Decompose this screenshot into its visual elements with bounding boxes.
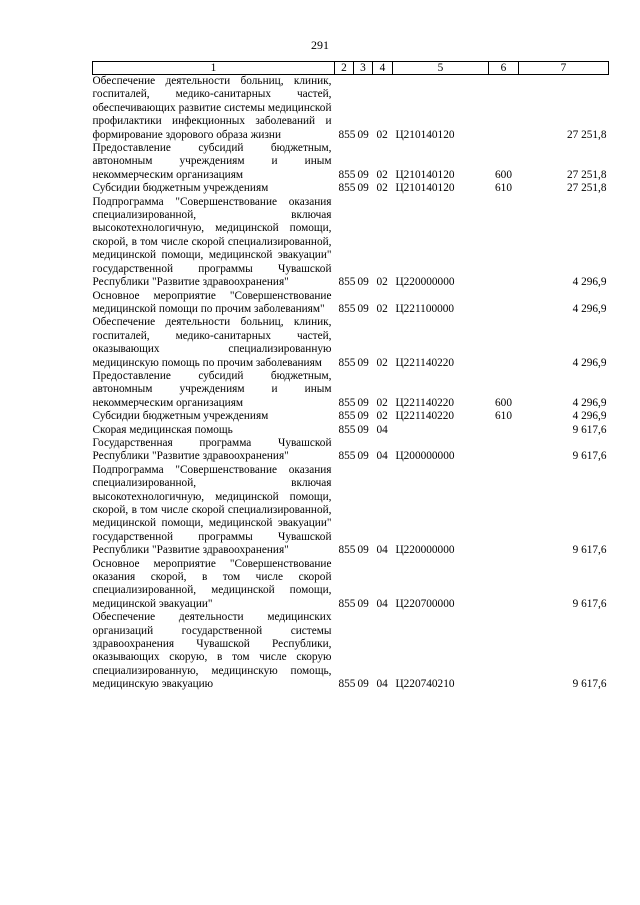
row-subsection-cell: 02	[376, 302, 388, 315]
row-expense-type-cell	[489, 464, 519, 558]
row-grbs-cell: 855	[338, 597, 356, 610]
row-name-cell: Субсидии бюджетным учреждениям	[92, 182, 269, 195]
row-subsection-cell: 04	[376, 423, 388, 436]
table-row	[93, 611, 609, 691]
row-amount-cell: 4 296,9	[572, 302, 607, 315]
row-grbs-cell: 855	[338, 396, 356, 409]
column-header: 2	[335, 62, 354, 75]
row-expense-type-cell: 600	[495, 396, 512, 409]
row-grbs-cell: 855	[338, 678, 356, 691]
row-section-cell: 09	[357, 423, 369, 436]
table-header-row	[93, 62, 609, 75]
table-row	[93, 464, 609, 558]
row-grbs-cell: 855	[338, 182, 356, 195]
row-grbs-cell: 855	[338, 410, 356, 423]
row-subsection-cell: 02	[376, 128, 388, 141]
row-target-article-cell: Ц221140220	[395, 396, 455, 409]
row-section-cell: 09	[357, 356, 369, 369]
row-amount-cell: 27 251,8	[566, 128, 607, 141]
column-header: 4	[373, 62, 393, 75]
row-subsection-cell: 02	[376, 168, 388, 181]
table-row	[93, 182, 609, 195]
row-name-cell: Обеспечение деятельности медицинских организаций государственной системы здравоохранения Чувашской Республики, оказывающих скорую, в том числе скорую специализированную, медицинскую помощь, медицинскую эвакуацию	[92, 611, 332, 691]
row-section-cell: 09	[357, 396, 369, 409]
row-amount-cell: 4 296,9	[572, 410, 607, 423]
budget-table	[92, 61, 609, 692]
table-row	[93, 75, 609, 143]
row-expense-type-cell: 610	[495, 410, 512, 423]
row-subsection-cell: 02	[376, 356, 388, 369]
table-row	[93, 558, 609, 612]
row-section-cell: 09	[357, 544, 369, 557]
row-section-cell: 09	[357, 597, 369, 610]
row-section-cell: 09	[357, 678, 369, 691]
row-expense-type-cell	[489, 316, 519, 370]
row-section-cell: 09	[357, 410, 369, 423]
row-target-article-cell: Ц221100000	[395, 302, 455, 315]
row-grbs-cell: 855	[338, 450, 356, 463]
table-row	[93, 424, 609, 437]
row-amount-cell: 9 617,6	[572, 678, 607, 691]
row-grbs-cell: 855	[338, 544, 356, 557]
row-target-article-cell: Ц220000000	[395, 544, 455, 557]
row-amount-cell: 27 251,8	[566, 168, 607, 181]
row-grbs-cell: 855	[338, 423, 356, 436]
row-amount-cell: 27 251,8	[566, 182, 607, 195]
row-amount-cell: 9 617,6	[572, 597, 607, 610]
row-name-cell: Государственная программа Чувашской Республики "Развитие здравоохранения"	[92, 436, 332, 463]
row-name-cell: Подпрограмма "Совершенствование оказания специализированной, включая высокотехнологичную, медицинской помощи, скорой, в том числе скорой специализированной, медицинской помощи, медицинской эвакуации" государственной программы Чувашской Республики "Развитие здравоохранения"	[92, 463, 332, 557]
row-section-cell: 09	[357, 168, 369, 181]
row-subsection-cell: 02	[376, 396, 388, 409]
row-section-cell: 09	[357, 128, 369, 141]
row-name-cell: Подпрограмма "Совершенствование оказания специализированной, включая высокотехнологичную, медицинской помощи, скорой, в том числе скорой специализированной, медицинской помощи, медицинской эвакуации" государственной программы Чувашской Республики "Развитие здравоохранения"	[92, 195, 332, 289]
row-target-article-cell: Ц220740210	[395, 678, 455, 691]
row-grbs-cell: 855	[338, 168, 356, 181]
row-expense-type-cell: 600	[495, 168, 512, 181]
row-amount-cell: 9 617,6	[572, 450, 607, 463]
row-name-cell: Предоставление субсидий бюджетным, автономным учреждениям и иным некоммерческим организациям	[92, 142, 332, 181]
row-amount-cell: 4 296,9	[572, 276, 607, 289]
table-row	[93, 142, 609, 182]
column-header: 7	[519, 62, 609, 75]
row-amount-cell: 4 296,9	[572, 396, 607, 409]
row-section-cell: 09	[357, 276, 369, 289]
row-grbs-cell: 855	[338, 128, 356, 141]
row-name-cell: Субсидии бюджетным учреждениям	[92, 410, 269, 423]
table-row	[93, 316, 609, 370]
row-amount-cell: 4 296,9	[572, 356, 607, 369]
table-row	[93, 196, 609, 290]
row-expense-type-cell	[489, 196, 519, 290]
row-expense-type-cell	[489, 611, 519, 691]
column-header: 1	[93, 62, 335, 75]
row-amount-cell: 9 617,6	[572, 544, 607, 557]
row-section-cell: 09	[357, 302, 369, 315]
column-header: 5	[393, 62, 489, 75]
table-row	[93, 437, 609, 464]
row-amount-cell: 9 617,6	[572, 423, 607, 436]
row-grbs-cell: 855	[338, 276, 356, 289]
row-target-article-cell: Ц210140120	[395, 182, 455, 195]
row-expense-type-cell	[489, 424, 519, 437]
row-subsection-cell: 04	[376, 450, 388, 463]
table-row	[93, 290, 609, 317]
row-expense-type-cell	[489, 437, 519, 464]
row-name-cell: Основное мероприятие "Совершенствование оказания скорой, в том числе скорой специализированной, медицинской помощи, медицинской эвакуации"	[92, 557, 332, 610]
row-target-article-cell: Ц220700000	[395, 597, 455, 610]
row-name-cell: Обеспечение деятельности больниц, клиник, госпиталей, медико-санитарных частей, оказывающих специализированную медицинскую помощь по прочим заболеваниям	[92, 316, 332, 369]
row-target-article-cell	[393, 424, 489, 437]
row-section-cell: 09	[357, 182, 369, 195]
row-subsection-cell: 04	[376, 678, 388, 691]
row-subsection-cell: 02	[376, 182, 388, 195]
row-subsection-cell: 04	[376, 597, 388, 610]
row-expense-type-cell	[489, 558, 519, 612]
row-target-article-cell: Ц220000000	[395, 276, 455, 289]
row-target-article-cell: Ц210140120	[395, 168, 455, 181]
row-section-cell: 09	[357, 450, 369, 463]
row-name-cell: Обеспечение деятельности больниц, клиник, госпиталей, медико-санитарных частей, обеспечивающих развитие системы медицинской профилактики инфекционных заболеваний и формирование здорового образа жизни	[92, 75, 332, 141]
row-subsection-cell: 02	[376, 276, 388, 289]
row-expense-type-cell	[489, 290, 519, 317]
row-name-cell: Основное мероприятие "Совершенствование медицинской помощи по прочим заболеваниям"	[92, 289, 332, 315]
row-target-article-cell: Ц221140220	[395, 410, 455, 423]
row-target-article-cell: Ц210140120	[395, 128, 455, 141]
row-expense-type-cell: 610	[495, 182, 512, 195]
row-expense-type-cell	[489, 75, 519, 143]
table-row	[93, 410, 609, 423]
row-target-article-cell: Ц200000000	[395, 450, 455, 463]
row-target-article-cell: Ц221140220	[395, 356, 455, 369]
row-grbs-cell: 855	[338, 356, 356, 369]
table-row	[93, 370, 609, 410]
row-grbs-cell: 855	[338, 302, 356, 315]
row-name-cell: Скорая медицинская помощь	[92, 423, 233, 436]
row-subsection-cell: 04	[376, 544, 388, 557]
row-subsection-cell: 02	[376, 410, 388, 423]
page-number: 291	[311, 38, 329, 52]
column-header: 6	[489, 62, 519, 75]
column-header: 3	[354, 62, 373, 75]
row-name-cell: Предоставление субсидий бюджетным, автономным учреждениям и иным некоммерческим организациям	[92, 369, 332, 409]
